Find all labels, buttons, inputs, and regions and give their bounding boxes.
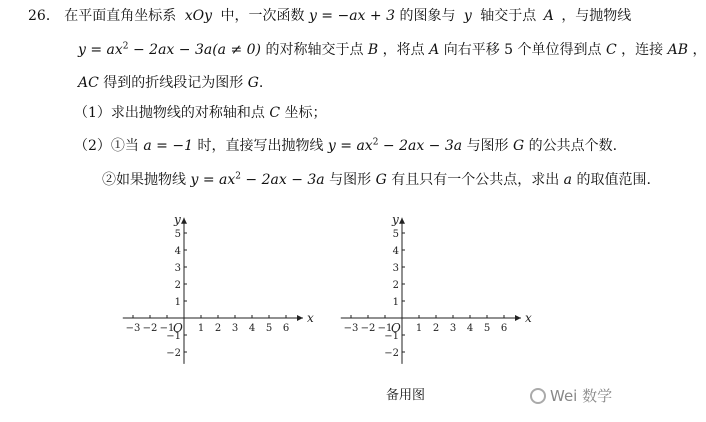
x-tick-label: 3: [231, 323, 239, 334]
x-tick-label: 4: [248, 323, 256, 334]
text-span: a: [563, 172, 573, 188]
y-tick-label: 1: [174, 297, 181, 308]
y-tick-label: 3: [392, 263, 399, 274]
x-axis-label: x: [525, 311, 532, 325]
y-axis-label: y: [392, 212, 399, 227]
question-2-1: [74, 136, 617, 156]
y-axis-label: y: [174, 212, 181, 227]
coordinate-grid-right: [338, 205, 538, 365]
text-span: 在平面直角坐标系: [64, 8, 177, 24]
problem-line-3: [78, 73, 263, 93]
text-span: − 2ax − 3a: [240, 172, 325, 188]
text-span: （2）①当: [74, 138, 139, 154]
question-2-2: [102, 170, 651, 190]
x-tick-label: 5: [483, 323, 491, 334]
question-1: [74, 103, 327, 123]
x-axis-arrow: [297, 315, 303, 321]
y-tick-label: −1: [166, 331, 181, 342]
text-span: 2: [372, 137, 379, 148]
y-tick-label: 2: [392, 280, 399, 291]
x-tick-label: −3: [125, 323, 141, 334]
x-tick-label: −2: [360, 323, 376, 334]
y-axis-arrow: [181, 218, 187, 224]
x-tick-label: 1: [197, 323, 205, 334]
x-tick-label: −1: [159, 323, 175, 334]
x-tick-label: 3: [449, 323, 457, 334]
y-tick-label: −2: [166, 348, 181, 359]
watermark-text: Wei 数学: [550, 387, 613, 405]
x-tick-label: 4: [466, 323, 474, 334]
text-span: ，将点: [382, 42, 425, 58]
text-span: − 2ax − 3a: [378, 138, 463, 154]
text-span: 的图象与: [399, 8, 456, 24]
x-tick-label: 6: [282, 323, 290, 334]
text-span: 与图形: [329, 172, 372, 188]
x-tick-label: −1: [377, 323, 393, 334]
text-span: A: [429, 42, 440, 58]
y-tick-label: −2: [384, 348, 399, 359]
backup-figure-caption: 备用图: [386, 388, 426, 403]
text-span: a = −1: [143, 138, 193, 154]
text-span: .: [258, 75, 264, 91]
y-tick-label: 3: [174, 263, 181, 274]
text-span: G: [375, 172, 387, 188]
watermark: [530, 385, 612, 406]
x-tick-label: 2: [432, 323, 440, 334]
text-span: ，与抛物线: [561, 8, 632, 24]
text-span: 坐标；: [284, 105, 327, 121]
x-tick-label: 2: [214, 323, 222, 334]
y-axis-arrow: [399, 218, 405, 224]
problem-line-2: [78, 40, 706, 60]
x-tick-label: 5: [265, 323, 273, 334]
problem-number: 26．: [28, 8, 60, 24]
text-span: C: [269, 105, 281, 121]
y-tick-label: 5: [174, 229, 181, 240]
text-span: 2: [122, 41, 129, 52]
text-span: AB: [667, 42, 688, 58]
text-span: ，连接: [621, 42, 664, 58]
text-span: xOy: [184, 8, 213, 24]
y-tick-label: 5: [392, 229, 399, 240]
origin-label: O: [173, 321, 183, 335]
text-span: 轴交于点: [480, 8, 537, 24]
x-axis-arrow: [515, 315, 521, 321]
text-span: − 2ax − 3a(a ≠ 0): [128, 42, 262, 58]
text-span: y = −ax + 3: [308, 8, 395, 24]
text-span: G: [247, 75, 259, 91]
y-tick-label: 2: [174, 280, 181, 291]
y-tick-label: 1: [392, 297, 399, 308]
x-tick-label: −2: [142, 323, 158, 334]
text-span: 时，直接写出抛物线: [197, 138, 324, 154]
text-span: y: [463, 8, 472, 24]
y-tick-label: −1: [384, 331, 399, 342]
x-tick-label: 6: [500, 323, 508, 334]
text-span: AC: [78, 75, 99, 91]
y-tick-label: 4: [174, 246, 181, 257]
text-span: 2: [235, 171, 241, 182]
x-tick-label: 1: [415, 323, 423, 334]
problem-line-1: [28, 6, 631, 26]
text-span: 的取值范围.: [576, 172, 651, 188]
text-span: y = ax: [327, 138, 373, 154]
text-span: 的对称轴交于点: [265, 42, 364, 58]
text-span: B: [367, 42, 379, 58]
text-span: y = ax: [190, 172, 236, 188]
text-span: （1）求出抛物线的对称轴和点: [74, 105, 265, 121]
text-span: A: [543, 8, 554, 24]
text-span: C: [605, 42, 617, 58]
chat-bubble-icon: [530, 388, 546, 404]
coordinate-grid-left: [120, 205, 320, 365]
text-span: ②如果抛物线: [102, 172, 186, 188]
origin-label: O: [391, 321, 401, 335]
text-span: G: [513, 138, 525, 154]
text-span: 得到的折线段记为图形: [103, 75, 244, 91]
text-span: 中，一次函数: [220, 8, 305, 24]
text-span: 向右平移 5 个单位得到点: [443, 42, 602, 58]
x-tick-label: −3: [343, 323, 359, 334]
text-span: y = ax: [78, 42, 123, 58]
x-axis-label: x: [307, 311, 314, 325]
text-span: 与图形: [466, 138, 509, 154]
text-span: 有且只有一个公共点，求出: [391, 172, 560, 188]
text-span: 的公共点个数.: [528, 138, 618, 154]
y-tick-label: 4: [392, 246, 399, 257]
text-span: ，: [692, 42, 706, 58]
